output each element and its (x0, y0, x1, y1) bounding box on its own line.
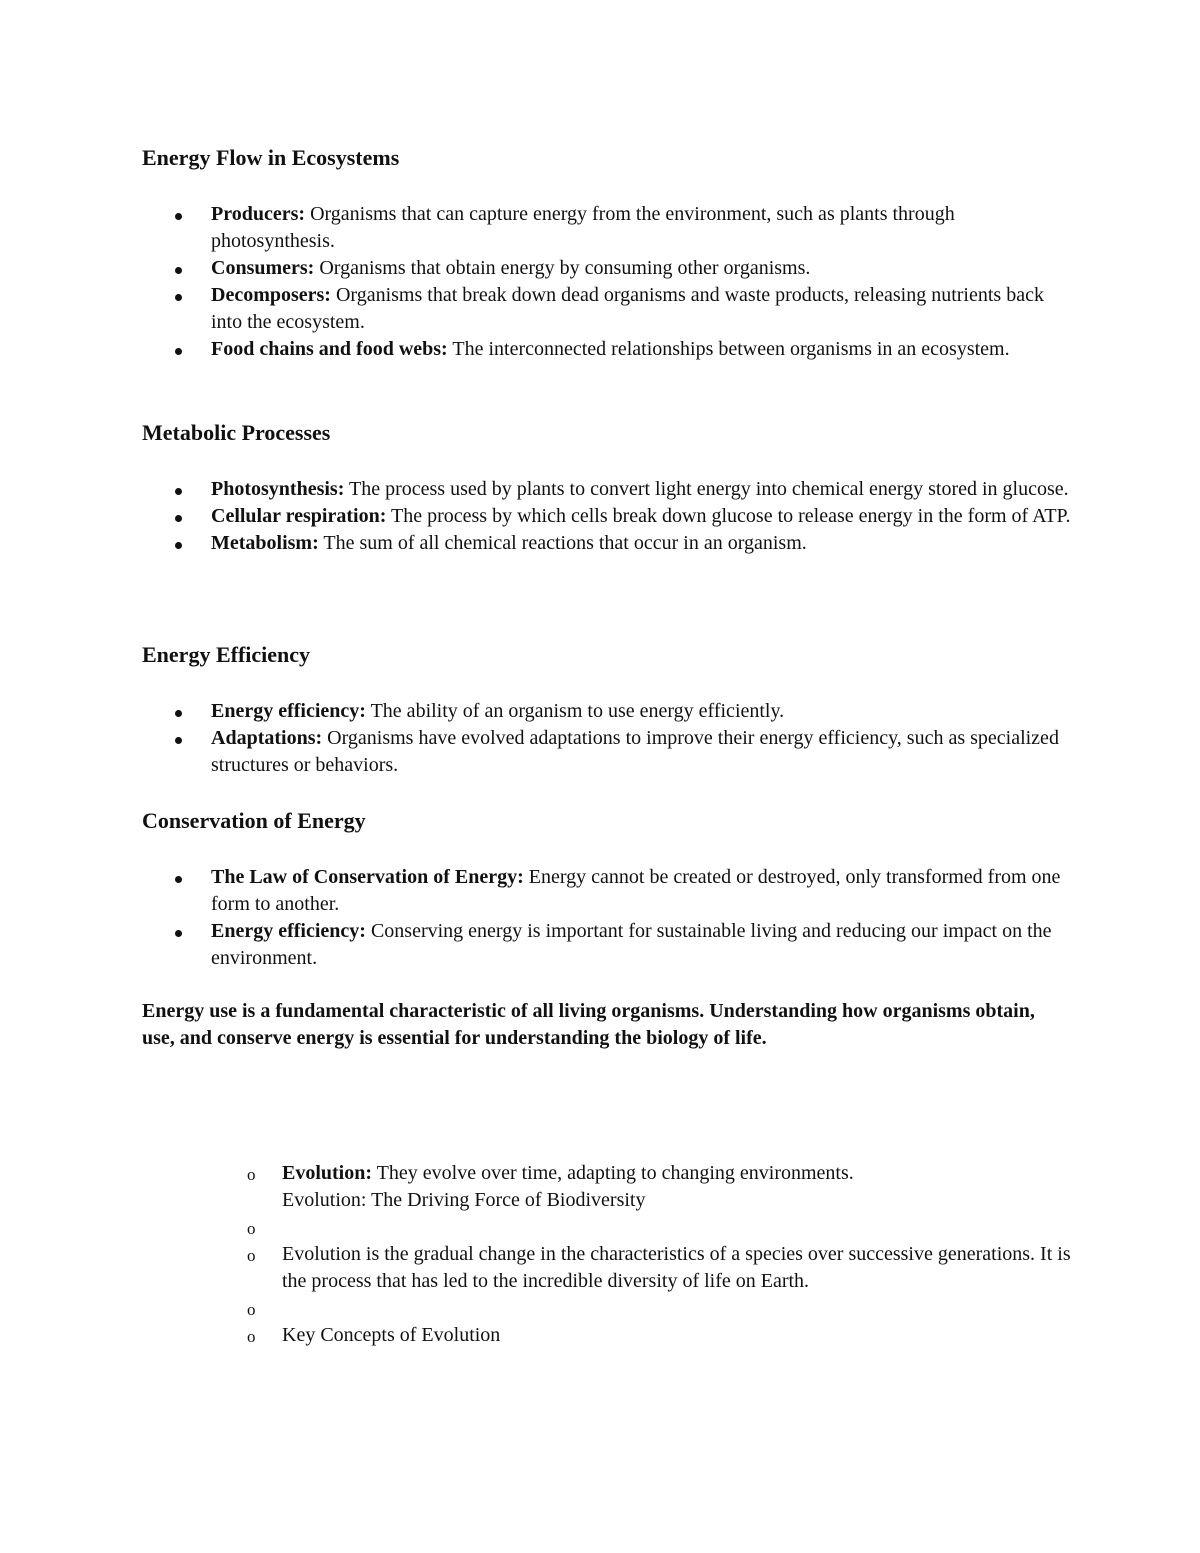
item-text: The interconnected relationships between organisms in an ecosystem. (447, 338, 1010, 360)
item-text: Organisms that break down dead organisms and waste products, releasing nutrients back into the ecosystem. (211, 284, 1044, 333)
list-item (142, 255, 1072, 282)
sub-list-item (142, 1295, 1072, 1322)
sub-bullet-icon: o (247, 1327, 256, 1346)
item-term: Photosynthesis: (211, 478, 345, 500)
list-item (142, 503, 1072, 530)
item-term: Producers: (211, 203, 306, 225)
item-text: The ability of an organism to use energy efficiently. (365, 700, 785, 722)
list-item (142, 201, 1072, 255)
item-text: The process used by plants to convert light energy into chemical energy stored in glucose. (344, 478, 1069, 500)
item-term: Energy efficiency: (211, 920, 366, 942)
section-heading: Conservation of Energy (142, 808, 366, 833)
sub-list-item (142, 1214, 1072, 1241)
bullet-icon (175, 930, 182, 937)
list-item (142, 282, 1072, 336)
item-text: Organisms that can capture energy from the environment, such as plants through photosynthesis. (211, 203, 955, 252)
item-term: Evolution: (282, 1162, 373, 1184)
bullet-icon (175, 710, 182, 717)
bullet-icon (175, 488, 182, 495)
list-item (142, 725, 1072, 779)
item-text: Organisms that obtain energy by consuming other organisms. (314, 257, 811, 279)
bullet-list (142, 864, 1072, 972)
sub-bullet-icon: o (247, 1300, 256, 1319)
list-item (142, 530, 1072, 557)
item-term: Decomposers: (211, 284, 331, 306)
bullet-icon (175, 348, 182, 355)
item-text: Energy cannot be created or destroyed, only transformed from one form to another. (211, 866, 1061, 915)
summary-paragraph: Energy use is a fundamental characteristic of all living organisms. Understanding how organisms obtain, use, and conserve energy is essential for understanding the biology of life. (142, 1000, 1035, 1049)
sub-list-item (142, 1322, 1072, 1349)
bullet-icon (175, 737, 182, 744)
sub-bullet-icon: o (247, 1246, 256, 1265)
item-text: The process by which cells break down glucose to release energy in the form of ATP. (386, 505, 1071, 527)
section-conservation-of-energy (142, 806, 1072, 972)
bullet-list (142, 201, 1072, 363)
item-term: Consumers: (211, 257, 315, 279)
section-heading: Metabolic Processes (142, 420, 331, 445)
section-heading: Energy Flow in Ecosystems (142, 145, 400, 170)
item-text: Evolution is the gradual change in the characteristics of a species over successive generations. It is the process that has led to the incredible diversity of life on Earth. (282, 1243, 1071, 1292)
section-metabolic-processes (142, 418, 1072, 557)
sub-bullet-icon: o (247, 1219, 256, 1238)
list-item (142, 476, 1072, 503)
item-term: Food chains and food webs: (211, 338, 448, 360)
bullet-icon (175, 213, 182, 220)
bullet-icon (175, 542, 182, 549)
item-text-line2: Evolution: The Driving Force of Biodiversity (282, 1189, 646, 1211)
bullet-icon (175, 876, 182, 883)
item-term: Metabolism: (211, 532, 319, 554)
section-heading: Energy Efficiency (142, 642, 311, 667)
section-energy-efficiency (142, 640, 1072, 779)
item-term: Cellular respiration: (211, 505, 387, 527)
item-text: Conserving energy is important for sustainable living and reducing our impact on the environment. (211, 920, 1052, 969)
item-text: The sum of all chemical reactions that occur in an organism. (318, 532, 807, 554)
item-term: Energy efficiency: (211, 700, 366, 722)
list-item (142, 864, 1072, 918)
item-text: Key Concepts of Evolution (282, 1324, 501, 1346)
list-item (142, 918, 1072, 972)
sub-bullet-icon: o (247, 1165, 256, 1184)
item-text: They evolve over time, adapting to changing environments. (372, 1162, 854, 1184)
sub-list-item (142, 1160, 1072, 1214)
bullet-list (142, 698, 1072, 779)
bullet-icon (175, 267, 182, 274)
item-term: The Law of Conservation of Energy: (211, 866, 524, 888)
bullet-icon (175, 515, 182, 522)
list-item (142, 336, 1072, 363)
sub-bullet-list (142, 1160, 1072, 1349)
item-text: Organisms have evolved adaptations to improve their energy efficiency, such as specialized structures or behaviors. (211, 727, 1059, 776)
item-term: Adaptations: (211, 727, 323, 749)
sub-list-item (142, 1241, 1072, 1295)
bullet-icon (175, 294, 182, 301)
bullet-list (142, 476, 1072, 557)
section-energy-flow (142, 143, 1072, 363)
list-item (142, 698, 1072, 725)
